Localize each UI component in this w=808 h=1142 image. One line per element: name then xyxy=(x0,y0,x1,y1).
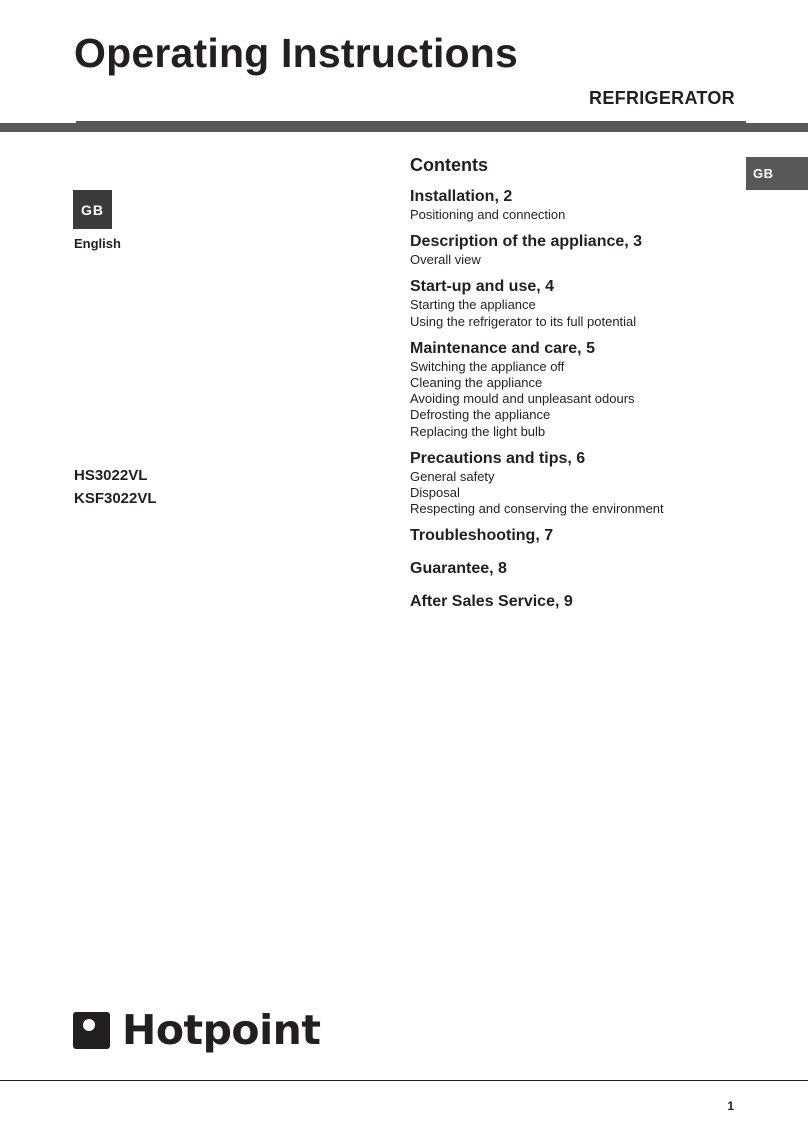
section-title: Guarantee, 8 xyxy=(410,560,507,578)
section-item: Positioning and connection xyxy=(410,207,566,222)
language-badge: GB xyxy=(73,190,112,229)
contents-section xyxy=(410,187,745,223)
header-rule xyxy=(0,123,808,132)
contents-section xyxy=(410,339,745,440)
section-item: Starting the appliance xyxy=(410,297,536,313)
footer-rule xyxy=(0,1080,808,1081)
section-item: Avoiding mould and unpleasant odours xyxy=(410,391,635,407)
section-item: Using the refrigerator to its full potential xyxy=(410,313,637,329)
contents-section xyxy=(410,592,745,612)
contents-section xyxy=(410,526,745,546)
page-number: 1 xyxy=(727,1099,734,1113)
model-number: HS3022VL xyxy=(74,467,148,484)
section-title: Start-up and use, 4 xyxy=(410,278,555,296)
model-list xyxy=(74,464,157,510)
section-item: Cleaning the appliance xyxy=(410,375,543,391)
section-item: Disposal xyxy=(410,485,460,501)
section-title: Installation, 2 xyxy=(410,188,513,205)
document-subtitle: REFRIGERATOR xyxy=(589,88,735,108)
section-item: Replacing the light bulb xyxy=(410,423,546,439)
contents-section xyxy=(410,232,745,268)
section-item: Respecting and conserving the environment xyxy=(410,501,664,517)
section-title: Description of the appliance, 3 xyxy=(410,233,643,251)
table-of-contents xyxy=(410,153,745,621)
page-title: Operating Instructions xyxy=(74,30,519,76)
contents-section xyxy=(410,277,745,329)
section-title: Maintenance and care, 5 xyxy=(410,339,595,357)
hotpoint-logo-icon xyxy=(73,1012,110,1049)
section-title: Precautions and tips, 6 xyxy=(410,449,586,467)
contents-title: Contents xyxy=(410,155,488,175)
brand-name: Hotpoint xyxy=(122,1006,321,1054)
section-item: Defrosting the appliance xyxy=(410,407,551,423)
section-item: General safety xyxy=(410,468,495,484)
section-title: After Sales Service, 9 xyxy=(410,593,573,611)
side-language-tab: GB xyxy=(746,157,808,190)
section-title: Troubleshooting, 7 xyxy=(410,527,554,545)
section-item: Overall view xyxy=(410,252,481,268)
brand-logo xyxy=(73,1008,320,1052)
model-number: KSF3022VL xyxy=(74,490,157,507)
language-label: English xyxy=(74,236,121,251)
contents-section xyxy=(410,449,745,518)
section-item: Switching the appliance off xyxy=(410,358,565,374)
contents-section xyxy=(410,559,745,579)
